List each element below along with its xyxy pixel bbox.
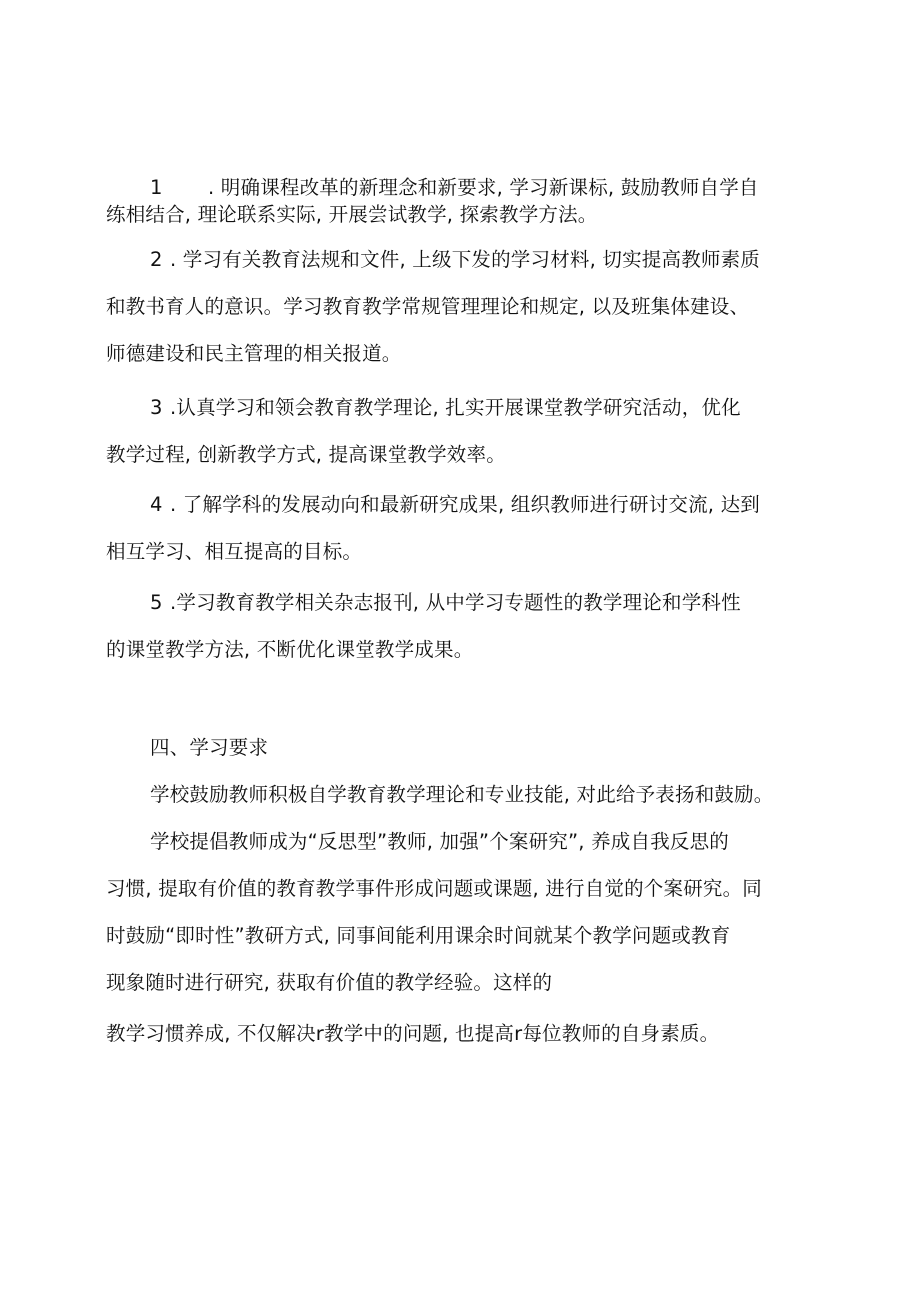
item-number: 4 bbox=[150, 493, 163, 516]
paragraph-2-line-2: 习惯, 提取有价值的教育教学事件形成问题或课题, 进行自觉的个案研究。同 bbox=[106, 877, 762, 900]
item-3-line-2: 教学过程, 创新教学方式, 提高课堂教学效率。 bbox=[106, 443, 506, 466]
item-5-line-1 bbox=[150, 590, 741, 616]
item-2-line-1 bbox=[150, 247, 760, 273]
item-number: 3 bbox=[150, 396, 163, 419]
item-5-line-2: 的课堂教学方法, 不断优化课堂教学成果。 bbox=[106, 638, 474, 661]
item-2-line-3: 师德建设和民主管理的相关报道。 bbox=[106, 342, 402, 365]
item-3-line-1 bbox=[150, 395, 741, 421]
paragraph-2-line-5: 教学习惯养成, 不仅解决r教学中的问题, 也提高r每位教师的自身素质。 bbox=[106, 1022, 720, 1045]
paragraph-2-line-3: 时鼓励“即时性”教研方式, 同事间能利用课余时间就某个教学问题或教育 bbox=[106, 924, 731, 947]
paragraph-2-line-4: 现象随时进行研究, 获取有价值的教学经验。这样的 bbox=[106, 971, 553, 994]
section-heading: 四、学习要求 bbox=[150, 736, 269, 759]
item-text: . 了解学科的发展动向和最新研究成果, 组织教师进行研讨交流, 达到 bbox=[170, 493, 760, 516]
item-4-line-1 bbox=[150, 492, 760, 518]
item-4-line-2: 相互学习、相互提高的目标。 bbox=[106, 540, 363, 563]
item-text: .学习教育教学相关杂志报刊, 从中学习专题性的教学理论和学科性 bbox=[170, 591, 741, 614]
item-number: 2 bbox=[150, 248, 163, 271]
item-number: 5 bbox=[150, 591, 163, 614]
item-text: . 学习有关教育法规和文件, 上级下发的学习材料, 切实提高教师素质 bbox=[170, 248, 760, 271]
item-2-line-2: 和教书育人的意识。学习教育教学常规管理理论和规定, 以及班集体建设、 bbox=[106, 295, 750, 318]
paragraph-2-line-1: 学校提倡教师成为“反思型”教师, 加强”个案研究”, 养成自我反思的 bbox=[150, 830, 730, 853]
item-1-line-1 bbox=[150, 175, 759, 201]
item-text: . 明确课程改革的新理念和新要求, 学习新课标, 鼓励教师自学自 bbox=[208, 176, 759, 199]
item-1-line-2: 练相结合, 理论联系实际, 开展尝试教学, 探索教学方法。 bbox=[106, 203, 598, 226]
item-text: .认真学习和领会教育教学理论, 扎实开展课堂教学研究活动，优化 bbox=[170, 396, 741, 419]
paragraph-1: 学校鼓励教师积极自学教育教学理论和专业技能, 对此给予表扬和鼓励。 bbox=[150, 783, 774, 806]
item-number: 1 bbox=[150, 176, 163, 199]
